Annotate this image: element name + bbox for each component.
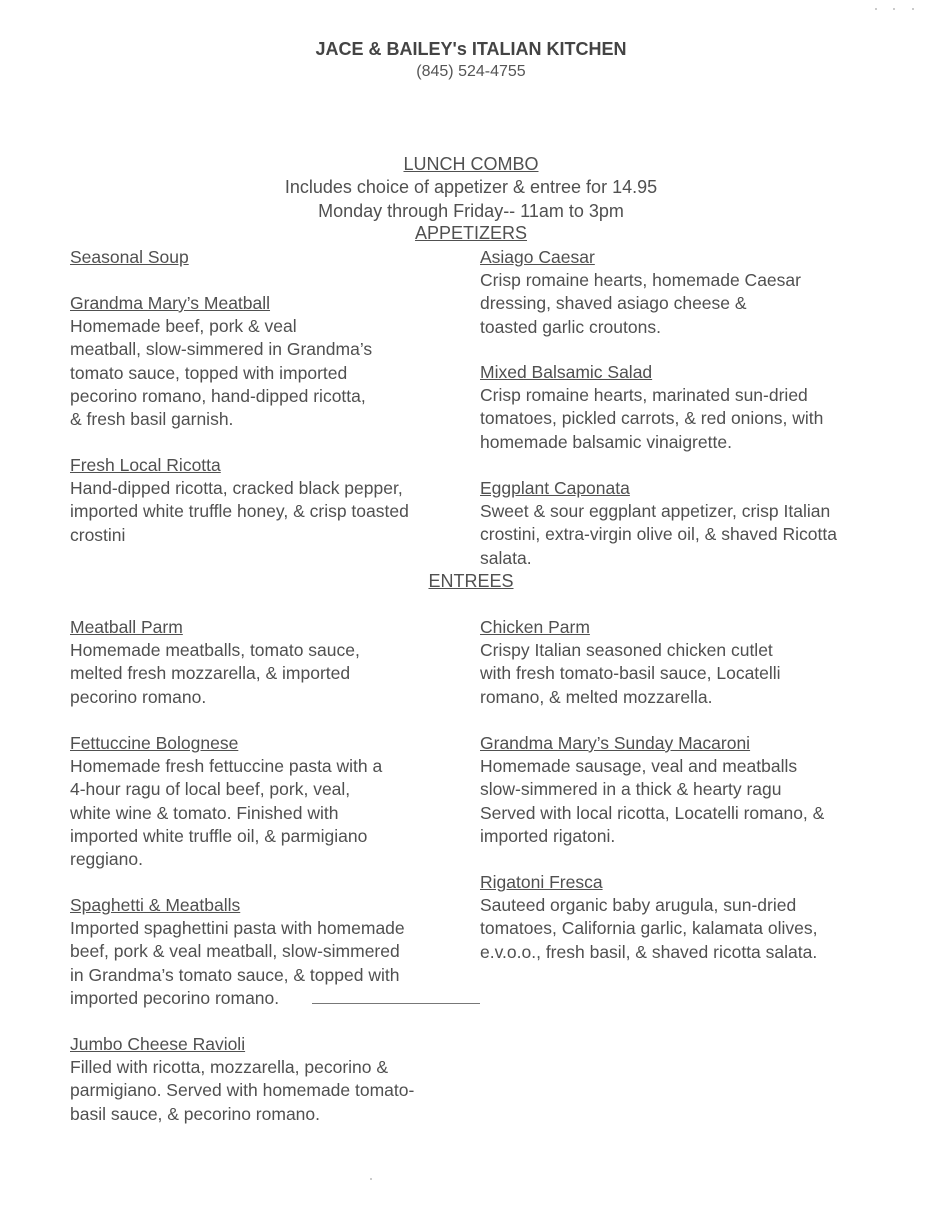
menu-item bbox=[480, 616, 900, 709]
item-description: Homemade meatballs, tomato sauce, melted fresh mozzarella, & imported pecorino romano. bbox=[70, 640, 360, 707]
combo-hours-line: Monday through Friday-- 11am to 3pm bbox=[318, 201, 624, 221]
scan-speck bbox=[912, 8, 914, 10]
item-name: Jumbo Cheese Ravioli bbox=[70, 1034, 246, 1054]
item-description: Crisp romaine hearts, marinated sun-dried tomatoes, pickled carrots, & red onions, with homemade balsamic vinaigrette. bbox=[480, 385, 824, 452]
combo-price-line: Includes choice of appetizer & entree for 14.95 bbox=[284, 177, 658, 197]
menu-item bbox=[70, 246, 480, 269]
menu-item bbox=[70, 894, 480, 1010]
menu-item bbox=[480, 477, 900, 570]
entrees-heading: ENTREES bbox=[428, 571, 514, 591]
item-description: Homemade beef, pork & veal meatball, slow-simmered in Grandma’s tomato sauce, topped with imported pecorino romano, hand-dipped ricotta, & fresh basil garnish. bbox=[70, 316, 373, 430]
item-name: Asiago Caesar bbox=[480, 247, 595, 267]
menu-item bbox=[70, 616, 480, 709]
item-description: Sauteed organic baby arugula, sun-dried tomatoes, California garlic, kalamata olives, e.v.o.o., fresh basil, & shaved ricotta salata. bbox=[480, 895, 818, 962]
restaurant-name: JACE & BAILEY's ITALIAN KITCHEN bbox=[315, 39, 627, 59]
item-description: Homemade sausage, veal and meatballs slow-simmered in a thick & hearty ragu Served with local ricotta, Locatelli romano, & imported rigatoni. bbox=[480, 756, 825, 846]
menu-item bbox=[70, 292, 480, 431]
item-name: Fresh Local Ricotta bbox=[70, 455, 221, 475]
menu-item bbox=[480, 361, 900, 454]
item-description: Sweet & sour eggplant appetizer, crisp Italian crostini, extra-virgin olive oil, & shaved Ricotta salata. bbox=[480, 501, 837, 568]
menu-item bbox=[480, 871, 900, 964]
divider-line bbox=[312, 1003, 480, 1004]
item-description: Homemade fresh fettuccine pasta with a 4-hour ragu of local beef, pork, veal, white wine & tomato. Finished with imported white truffle oil, & parmigiano reggiano. bbox=[70, 756, 383, 870]
menu-item bbox=[70, 1033, 480, 1126]
item-name: Eggplant Caponata bbox=[480, 478, 630, 498]
item-name: Mixed Balsamic Salad bbox=[480, 362, 653, 382]
phone-number: (845) 524-4755 bbox=[416, 63, 526, 80]
item-name: Seasonal Soup bbox=[70, 247, 189, 267]
item-description: Hand-dipped ricotta, cracked black pepper, imported white truffle honey, & crisp toasted crostini bbox=[70, 478, 409, 545]
item-name: Grandma Mary’s Meatball bbox=[70, 293, 271, 313]
item-name: Chicken Parm bbox=[480, 617, 590, 637]
item-name: Fettuccine Bolognese bbox=[70, 733, 239, 753]
item-description: Crisp romaine hearts, homemade Caesar dressing, shaved asiago cheese & toasted garlic croutons. bbox=[480, 270, 801, 337]
menu-item bbox=[70, 454, 480, 547]
menu-item bbox=[70, 732, 480, 871]
scan-speck bbox=[370, 1178, 372, 1180]
combo-heading: LUNCH COMBO bbox=[403, 154, 539, 174]
scan-speck bbox=[875, 8, 877, 10]
menu-item bbox=[480, 246, 900, 339]
item-name: Rigatoni Fresca bbox=[480, 872, 603, 892]
scan-speck bbox=[893, 8, 895, 10]
item-name: Grandma Mary’s Sunday Macaroni bbox=[480, 733, 751, 753]
item-description: Crispy Italian seasoned chicken cutlet with fresh tomato-basil sauce, Locatelli romano, & melted mozzarella. bbox=[480, 640, 781, 707]
item-name: Meatball Parm bbox=[70, 617, 183, 637]
item-description: Filled with ricotta, mozzarella, pecorino & parmigiano. Served with homemade tomato- basil sauce, & pecorino romano. bbox=[70, 1057, 415, 1124]
item-description: Imported spaghettini pasta with homemade beef, pork & veal meatball, slow-simmered in Grandma’s tomato sauce, & topped with imported pecorino romano. bbox=[70, 918, 405, 1008]
item-name: Spaghetti & Meatballs bbox=[70, 895, 241, 915]
appetizers-heading: APPETIZERS bbox=[414, 223, 528, 243]
menu-item bbox=[480, 732, 900, 848]
